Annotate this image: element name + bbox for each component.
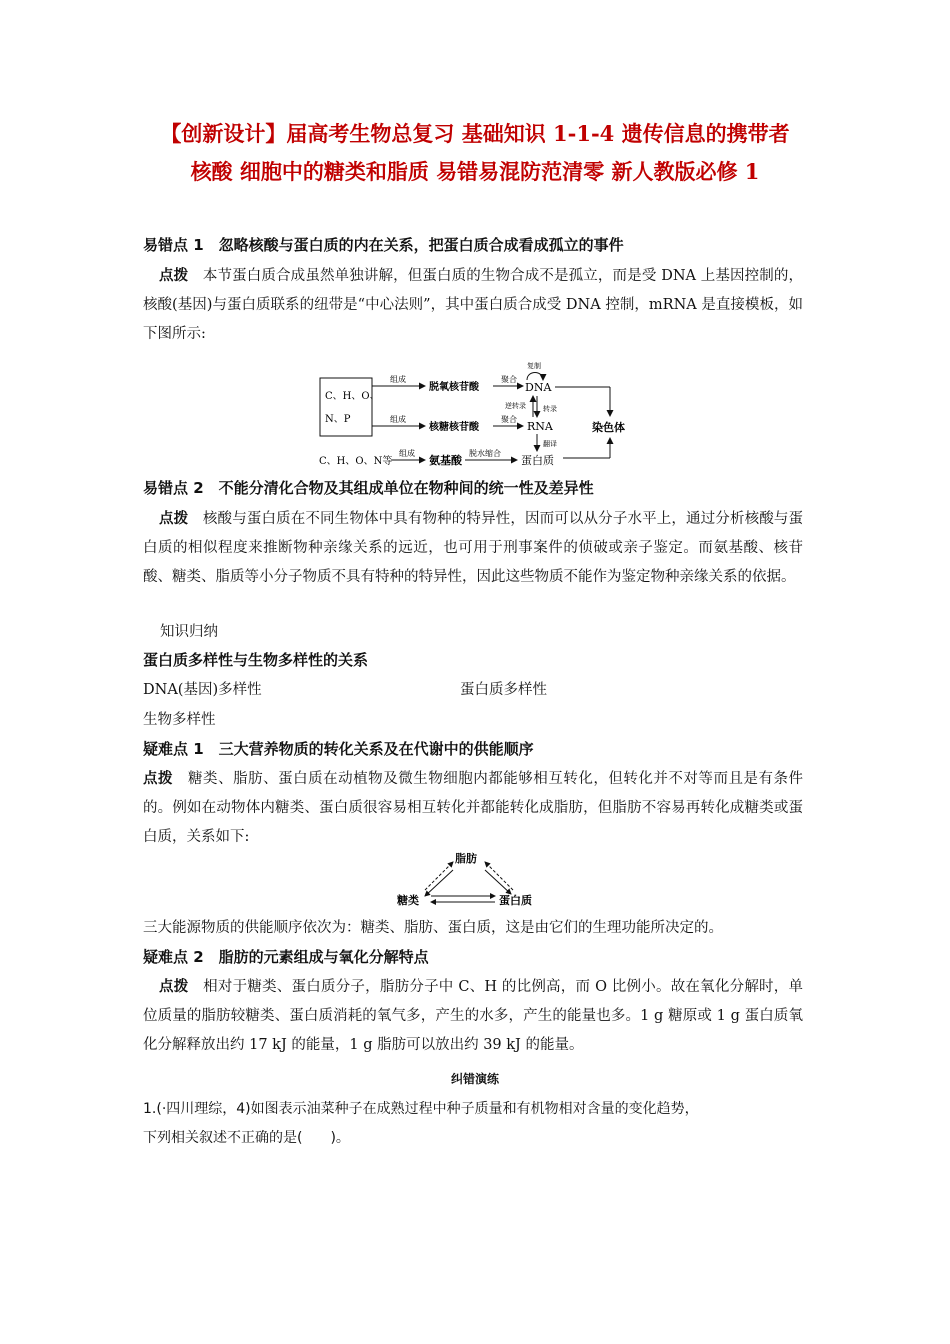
element-box-line-1: C、H、O、 [325,391,380,402]
central-dogma-diagram [305,356,650,474]
dna-diversity-label: DNA(基因)多样性 [143,682,262,698]
sugar-label: 糖类 [397,894,419,907]
key-label: 点拨 [159,511,189,527]
paragraph-text: 相对于糖类、蛋白质分子，脂肪分子中 C、H 的比例高，而 O 比例小。故在氧化分解时，单位质量的脂肪较糖类、蛋白质消耗的氧气多，产生的水多，产生的能量也多。1 g 糖原或 1 g 蛋白质氧化分解释放出约 17 kJ 的能量，1 g 脂肪可以放出约 39 kJ 的能量。 [143,979,803,1053]
nutrient-conversion-diagram [395,850,555,910]
paragraph-text: 核酸与蛋白质在不同生物体中具有物种的特异性，因而可以从分子水平上，通过分析核酸与蛋白质的相似程度来推断物种亲缘关系的远近，也可用于刑事案件的侦破或亲子鉴定。而氨基酸、核苷酸、糖类、脂质等小分子物质不具有特种的特异性，因此这些物质不能作为鉴定物种亲缘关系的依据。 [143,511,803,585]
section-body-error-2 [143,505,803,592]
key-label: 点拨 [159,268,189,284]
document-title-line-1: 【创新设计】届高考生物总复习 基础知识 1-1-4 遗传信息的携带者 [160,121,790,146]
arrow-label-polymerize-1: 聚合 [501,375,517,384]
element-box [320,378,372,436]
arrow-label-polymerize-2: 聚合 [501,415,517,424]
cho-n-label: C、H、O、N等 [319,456,393,467]
section-body-error-1 [143,262,803,349]
arrow-label-compose-3: 组成 [399,449,415,458]
fat-label: 脂肪 [455,852,477,865]
amino-acid-label: 氨基酸 [429,454,462,467]
arrow-label-compose-1: 组成 [390,375,406,384]
reverse-transcription-label: 逆转录 [505,402,526,410]
biodiversity-label: 生物多样性 [143,712,216,728]
chromosome-label: 染色体 [592,421,625,434]
paragraph-text: 本节蛋白质合成虽然单独讲解，但蛋白质的生物合成不是孤立，而是受 DNA 上基因控制的，核酸(基因)与蛋白质联系的纽带是“中心法则”，其中蛋白质合成受 DNA 控制，mRNA 是直接模板，如下图所示: [143,268,804,342]
energy-order-text: 三大能源物质的供能顺序依次为：糖类、脂肪、蛋白质，这是由它们的生理功能所决定的。 [143,920,723,936]
section-heading-difficulty-1: 疑难点 1 三大营养物质的转化关系及在代谢中的供能顺序 [143,740,534,758]
deoxyribonucleotide-label: 脱氧核苷酸 [429,382,479,393]
question-1-line-1: 1.(·四川理综，4)如图表示油菜种子在成熟过程中种子质量和有机物相对含量的变化趋势， [143,1101,699,1117]
section-heading-error-2: 易错点 2 不能分清化合物及其组成单位在物种间的统一性及差异性 [143,479,594,497]
knowledge-heading: 蛋白质多样性与生物多样性的关系 [143,651,369,669]
transcription-label: 转录 [543,405,557,413]
section-heading-error-1: 易错点 1 忽略核酸与蛋白质的内在关系，把蛋白质合成看成孤立的事件 [143,236,624,254]
arrow-label-compose-2: 组成 [390,415,406,424]
key-label: 点拨 [159,979,189,995]
question-1-line-2: 下列相关叙述不正确的是( )。 [143,1130,350,1146]
arrow-label-dehydration: 脱水缩合 [469,449,501,458]
protein-label: 蛋白质 [521,454,554,467]
document-title-line-2: 核酸 细胞中的糖类和脂质 易错易混防范清零 新人教版必修 1 [190,159,760,184]
protein-label: 蛋白质 [499,894,532,907]
rna-label: RNA [527,420,553,433]
knowledge-summary-label: 知识归纳 [160,624,218,640]
section-body-difficulty-1 [143,765,803,852]
paragraph-text: 糖类、脂肪、蛋白质在动植物及微生物细胞内都能够相互转化，但转化并不对等而且是有条件的。例如在动物体内糖类、蛋白质很容易相互转化并都能转化成脂肪，但脂肪不容易再转化成糖类或蛋白质，关系如下: [143,771,804,845]
key-label: 点拨 [143,771,174,787]
replication-label: 复制 [527,362,541,370]
translation-label: 翻译 [543,440,557,448]
dna-label: DNA [525,381,552,394]
element-box-line-2: N、P [325,414,351,425]
protein-diversity-label: 蛋白质多样性 [460,682,547,698]
ribonucleotide-label: 核糖核苷酸 [429,422,479,433]
section-heading-difficulty-2: 疑难点 2 脂肪的元素组成与氧化分解特点 [143,948,429,966]
section-body-difficulty-2 [143,973,803,1060]
practice-heading: 纠错演练 [450,1072,499,1086]
